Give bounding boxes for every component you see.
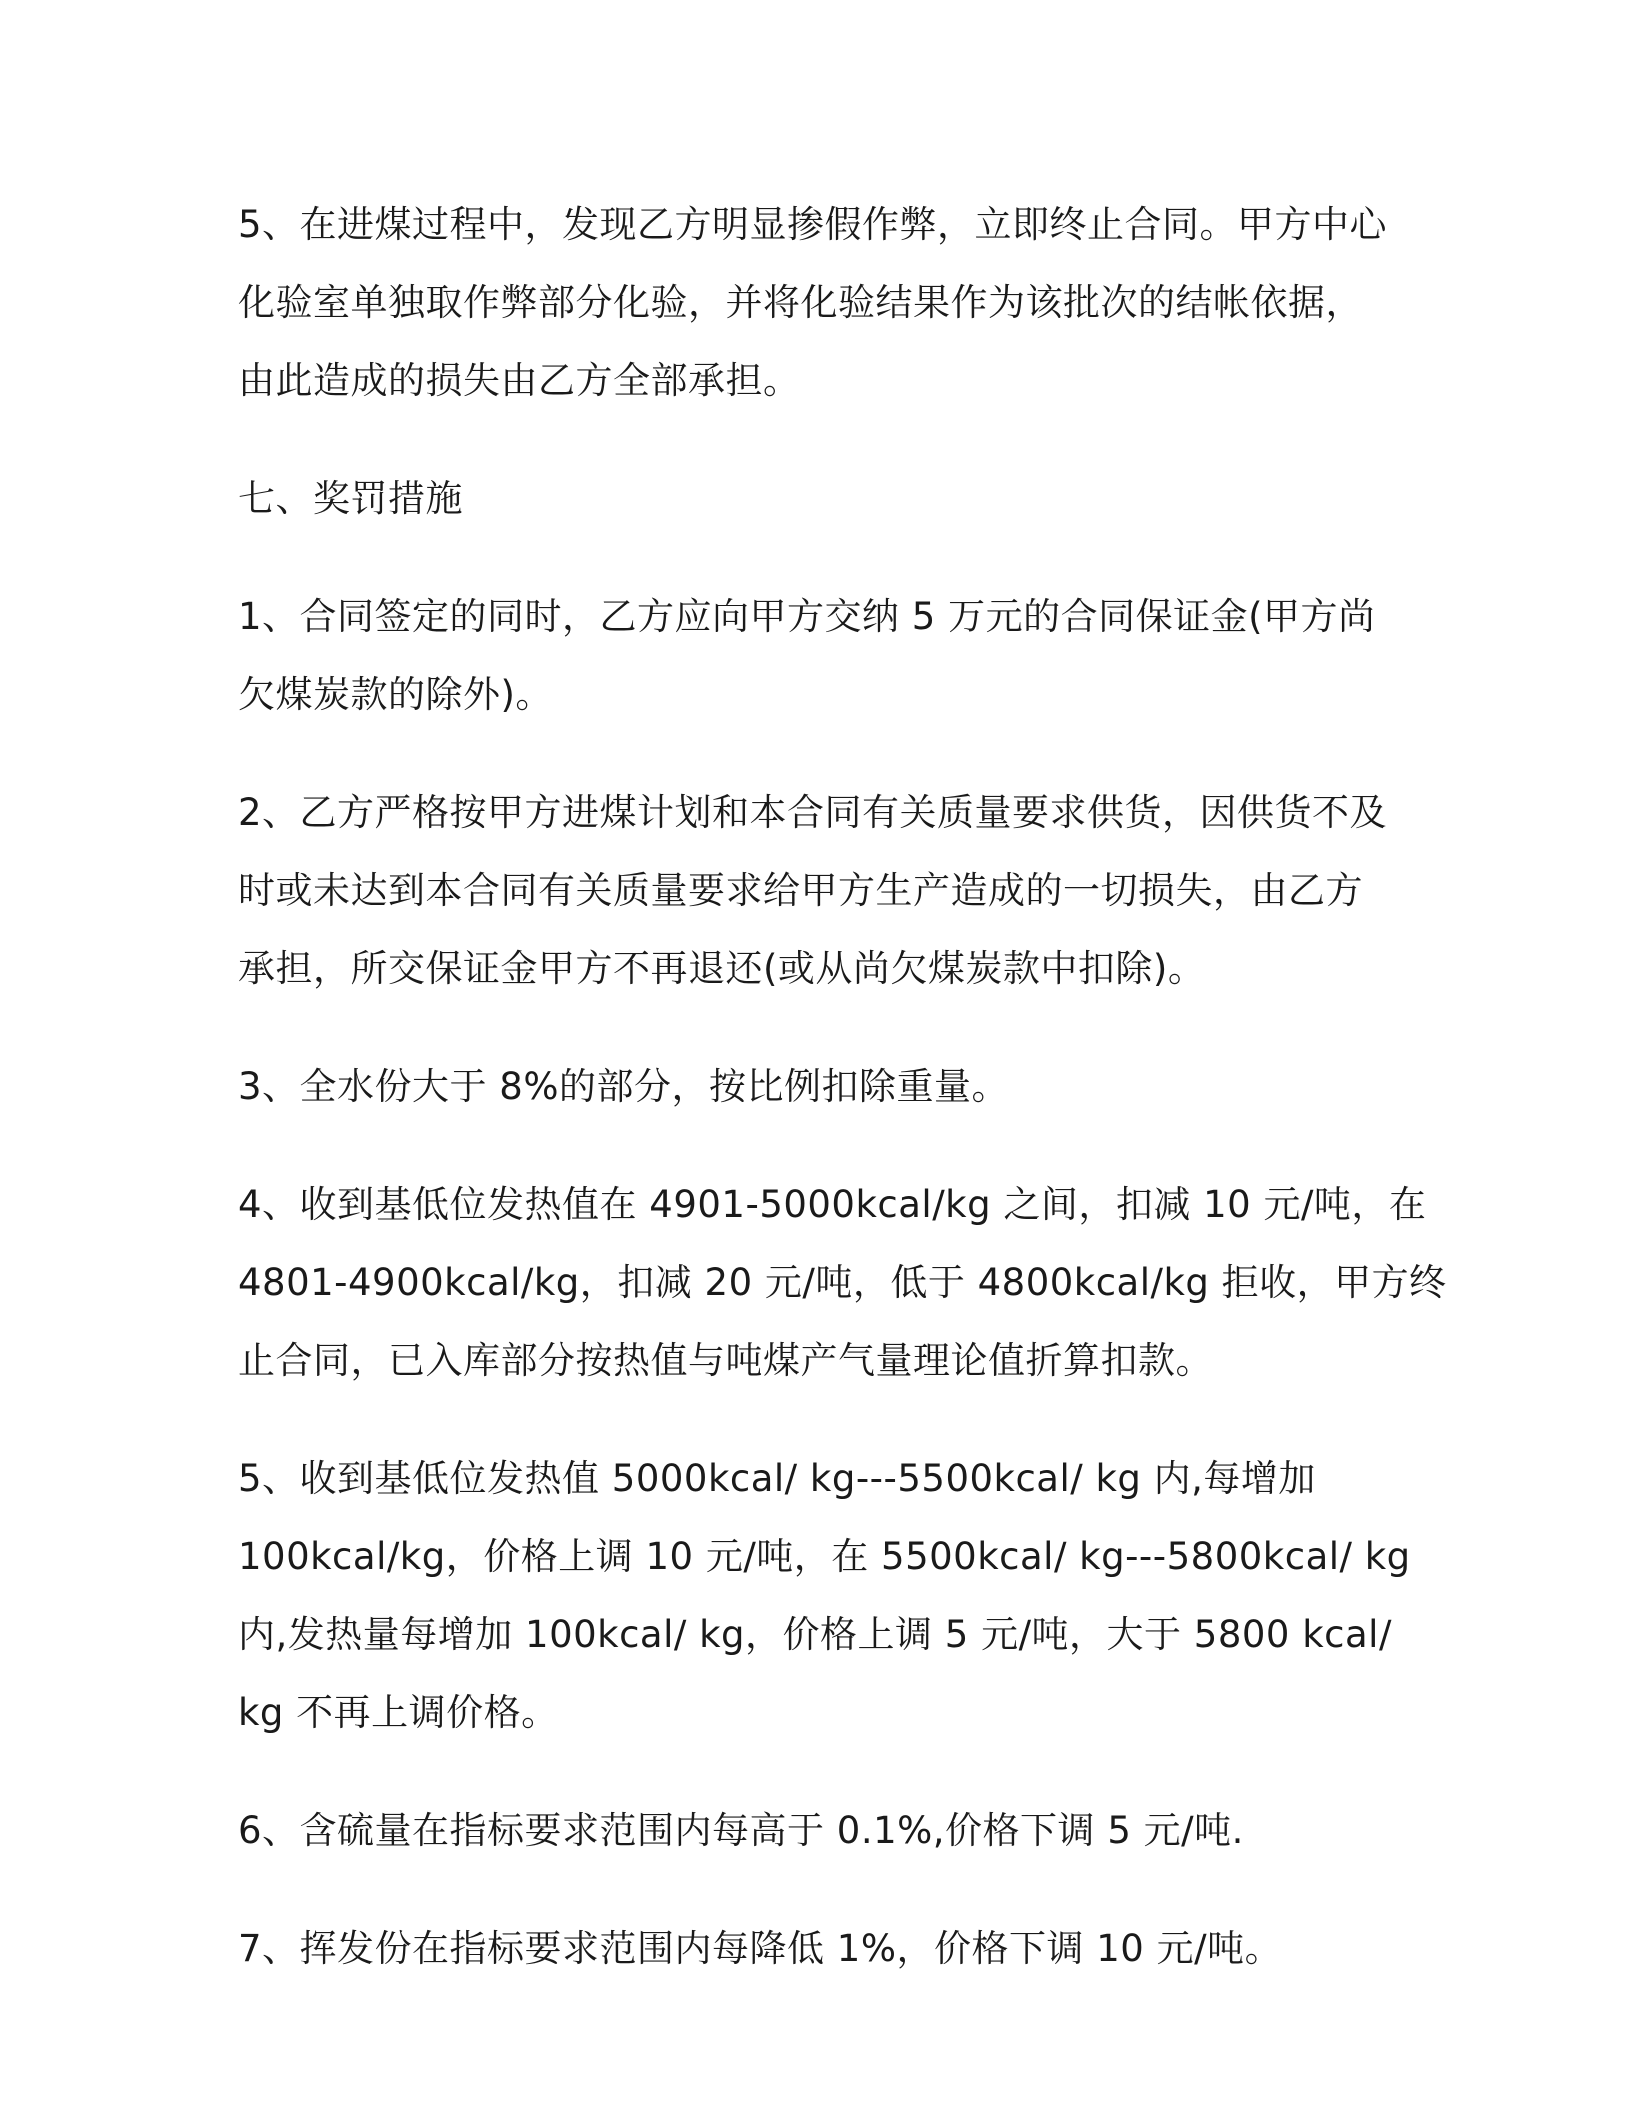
- section-heading-text: 七、奖罚措施: [238, 477, 463, 520]
- text-line: kg 不再上调价格。: [238, 1691, 559, 1734]
- clause-7-volatile: [238, 1910, 1398, 1988]
- text-line: 2、乙方严格按甲方进煤计划和本合同有关质量要求供货，因供货不及: [238, 791, 1388, 834]
- text-line: 时或未达到本合同有关质量要求给甲方生产造成的一切损失，由乙方: [238, 869, 1363, 912]
- clause-5-calorific-bonus: [238, 1440, 1411, 1752]
- clause-3-moisture: [238, 1048, 1398, 1126]
- clause-2-supply-quality: [238, 774, 1398, 1008]
- text-line: 100kcal/kg，价格上调 10 元/吨，在 5500kcal/ kg---5800kcal/ kg: [238, 1535, 1411, 1578]
- text-line: 内,发热量每增加 100kcal/ kg，价格上调 5 元/吨，大于 5800 kcal/: [238, 1613, 1392, 1656]
- text-line: 7、挥发份在指标要求范围内每降低 1%，价格下调 10 元/吨。: [238, 1927, 1283, 1970]
- text-line: 由此造成的损失由乙方全部承担。: [238, 359, 801, 402]
- text-line: 1、合同签定的同时，乙方应向甲方交纳 5 万元的合同保证金(甲方尚: [238, 595, 1376, 638]
- text-line: 5、收到基低位发热值 5000kcal/ kg---5500kcal/ kg 内,每增加: [238, 1457, 1316, 1500]
- text-line: 欠煤炭款的除外)。: [238, 673, 553, 716]
- clause-1-deposit: [238, 578, 1398, 734]
- clause-6-sulfur: [238, 1792, 1398, 1870]
- text-line: 4、收到基低位发热值在 4901-5000kcal/kg 之间，扣减 10 元/吨，在: [238, 1183, 1427, 1226]
- text-line: 承担，所交保证金甲方不再退还(或从尚欠煤炭款中扣除)。: [238, 947, 1206, 990]
- clause-5-fraud: [238, 186, 1398, 420]
- clause-4-calorific-deduction: [238, 1166, 1447, 1400]
- document-body: [238, 186, 1447, 2028]
- section-heading-rewards-penalties: [238, 460, 1398, 538]
- text-line: 4801-4900kcal/kg，扣减 20 元/吨，低于 4800kcal/kg 拒收，甲方终: [238, 1261, 1447, 1304]
- text-line: 3、全水份大于 8%的部分，按比例扣除重量。: [238, 1065, 1009, 1108]
- text-line: 化验室单独取作弊部分化验，并将化验结果作为该批次的结帐依据，: [238, 281, 1363, 324]
- text-line: 6、含硫量在指标要求范围内每高于 0.1%,价格下调 5 元/吨.: [238, 1809, 1244, 1852]
- text-line: 5、在进煤过程中，发现乙方明显掺假作弊，立即终止合同。甲方中心: [238, 203, 1388, 246]
- text-line: 止合同，已入库部分按热值与吨煤产气量理论值折算扣款。: [238, 1339, 1213, 1382]
